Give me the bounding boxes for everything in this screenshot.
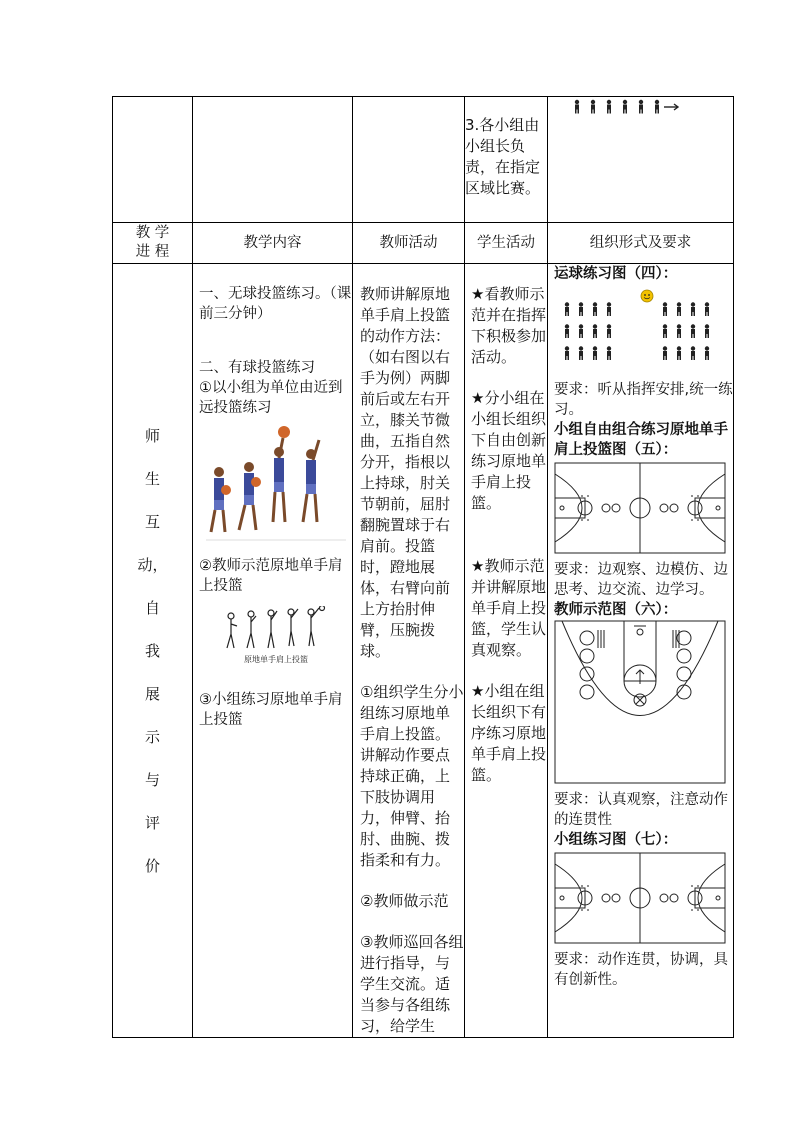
teacher-cell bbox=[353, 264, 465, 1038]
content-cell bbox=[193, 264, 353, 1038]
body-row bbox=[113, 264, 734, 1038]
top-student-activity bbox=[465, 97, 548, 223]
header-teacher: 教师活动 bbox=[353, 223, 465, 264]
group-practice-court-diagram bbox=[554, 462, 726, 554]
students-running-icon bbox=[573, 99, 683, 115]
header-progress: 教 学 进 程 bbox=[113, 223, 193, 264]
content-item2-sub2: ②教师示范原地单手肩上投篮 bbox=[199, 558, 343, 594]
fig4-title: 运球练习图（四）： bbox=[554, 266, 678, 282]
dribble-formation-diagram bbox=[554, 284, 724, 374]
fig7-title: 小组练习图（七）： bbox=[554, 832, 678, 848]
header-student: 学生活动 bbox=[465, 223, 548, 264]
content-item2-title: 二、有球投篮练习 bbox=[199, 360, 315, 376]
stage-label-char: 动， bbox=[137, 555, 168, 574]
stage-label-char: 价 bbox=[144, 856, 160, 875]
teacher-p3: ②教师做示范 bbox=[360, 892, 449, 910]
progressive-shooting-figure bbox=[201, 422, 351, 552]
student-p1: ★看教师示范并在指挥下积极参加活动。 bbox=[471, 285, 547, 366]
student-p4: ★小组在组长组织下有序练习原地单手肩上投篮。 bbox=[471, 682, 547, 784]
teacher-p2: ①组织学生分小组练习原地单手肩上投篮。讲解动作要点持球正确，上下肢协调用力，伸臂、抬肘、曲腕、拨指柔和有力。 bbox=[360, 683, 464, 869]
teacher-p1: 教师讲解原地单手肩上投篮的动作方法：（如右图以右手为例）两脚前后或左右开立，膝关节微曲，五指自然分开，指根以上持球，肘关节朝前，屈肘翻腕置球于右肩前。投篮时，蹬地展体，右臂向前上方抬肘伸臂，压腕拨球。 bbox=[360, 285, 451, 660]
stage-label-char: 与 bbox=[144, 770, 160, 789]
one-hand-shot-sequence-figure bbox=[221, 606, 331, 666]
content-item2-sub1: ①以小组为单位由近到远投篮练习 bbox=[199, 380, 343, 416]
stage-label-char: 师 bbox=[144, 426, 160, 445]
student-p3: ★教师示范并讲解原地单手肩上投篮，学生认真观察。 bbox=[471, 557, 547, 659]
stage-label-char: 示 bbox=[144, 727, 160, 746]
stage-label-char: 展 bbox=[144, 684, 160, 703]
group-practice-court-diagram-2 bbox=[554, 852, 726, 944]
header-row bbox=[113, 223, 734, 264]
organization-cell bbox=[548, 264, 734, 1038]
top-student-text: 3.各小组由小组长负责，在指定区域比赛。 bbox=[465, 116, 541, 197]
fig4-requirement: 要求：听从指挥安排,统一练习。 bbox=[554, 382, 733, 418]
student-p2: ★分小组在小组长组织下自由创新练习原地单手肩上投篮。 bbox=[471, 389, 547, 512]
header-content: 教学内容 bbox=[193, 223, 353, 264]
content-item1: 一、无球投篮练习。（课前三分钟） bbox=[199, 286, 352, 322]
one-hand-shot-caption: 原地单手肩上投篮 bbox=[243, 655, 308, 664]
stage-label-char: 自 bbox=[144, 598, 160, 617]
lesson-plan-table bbox=[112, 96, 734, 1038]
stage-label-char: 评 bbox=[144, 813, 160, 832]
fig5-title: 小组自由组合练习原地单手肩上投篮图（五）： bbox=[554, 422, 728, 458]
stage-label bbox=[113, 426, 192, 876]
student-cell bbox=[465, 264, 548, 1038]
fig6-title: 教师示范图（六）： bbox=[554, 602, 678, 618]
content-item2-sub3: ③小组练习原地单手肩上投篮 bbox=[199, 692, 343, 728]
fig6-requirement: 要求：认真观察，注意动作的连贯性 bbox=[554, 792, 728, 828]
header-organization: 组织形式及要求 bbox=[548, 223, 734, 264]
fig7-requirement: 要求：动作连贯，协调，具有创新性。 bbox=[554, 952, 728, 988]
fig5-requirement: 要求：边观察、边模仿、边思考、边交流、边学习。 bbox=[554, 562, 728, 598]
stage-label-char: 我 bbox=[144, 641, 160, 660]
teacher-demo-court-diagram bbox=[554, 620, 726, 784]
smiley-icon bbox=[641, 290, 653, 302]
stage-label-char: 生 bbox=[144, 469, 160, 488]
continued-row bbox=[113, 97, 734, 223]
stage-label-char: 互 bbox=[144, 512, 160, 531]
teacher-p4: ③教师巡回各组进行指导，与学生交流。适当参与各组练习，给学生 bbox=[360, 933, 464, 1035]
stage-cell bbox=[113, 264, 193, 1038]
